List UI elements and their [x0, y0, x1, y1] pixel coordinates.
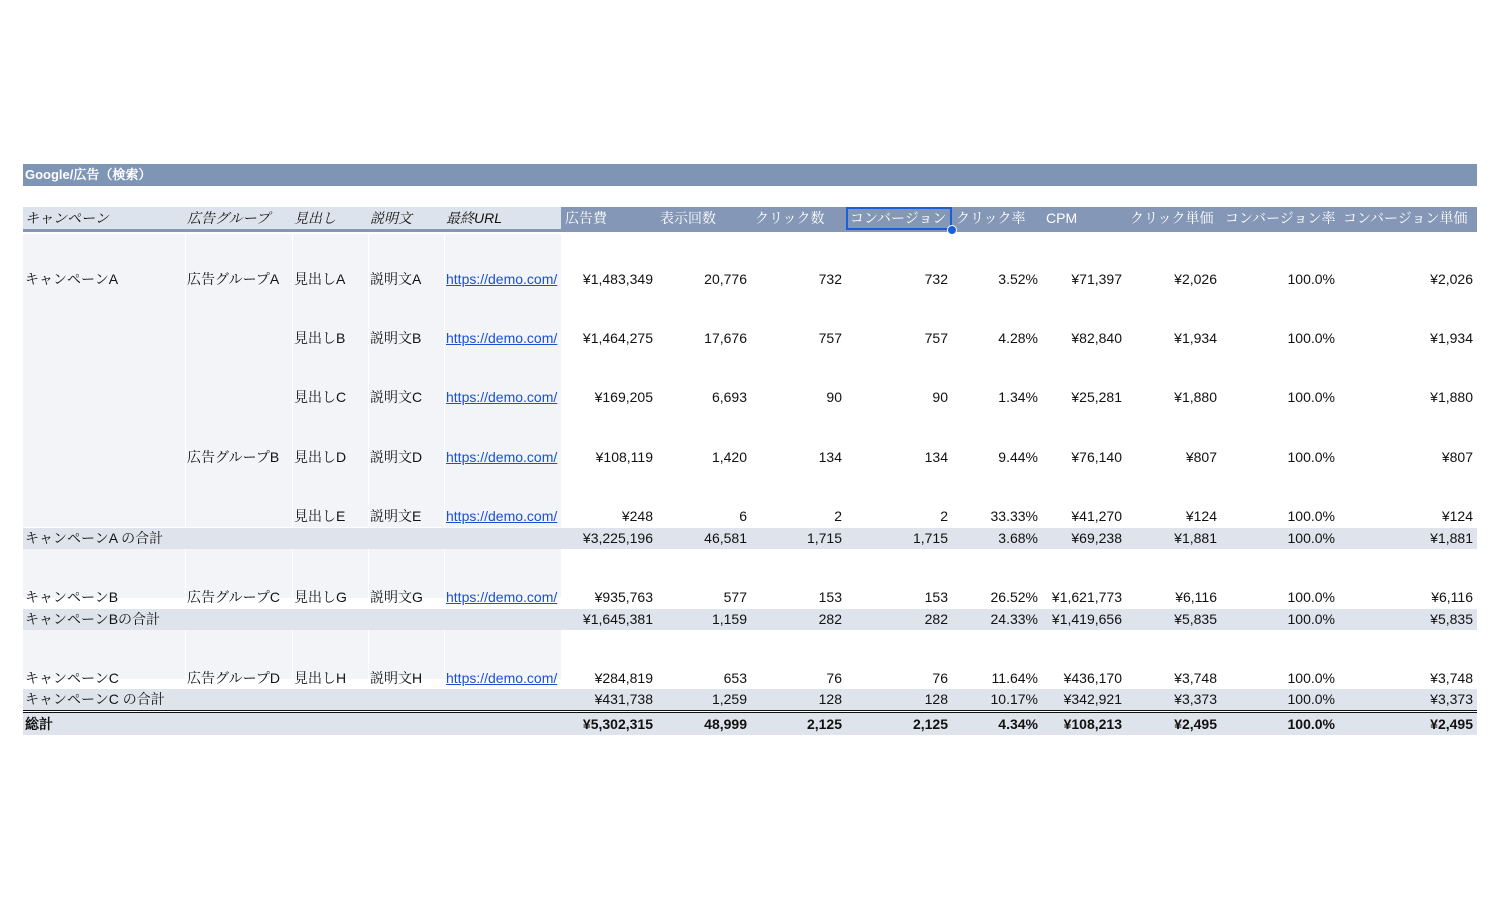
grand-total-cost[interactable]: ¥5,302,315	[582, 716, 653, 732]
cell-cpm[interactable]: ¥82,840	[1071, 330, 1122, 346]
cell-campaign[interactable]: キャンペーンBの合計	[25, 611, 161, 627]
cell-cpa[interactable]: ¥6,116	[1431, 589, 1473, 605]
grand-total-cpm[interactable]: ¥108,213	[1063, 716, 1122, 732]
cell-cvr[interactable]: 100.0%	[1287, 589, 1335, 605]
cell-impressions[interactable]: 1,420	[711, 449, 747, 465]
subtotal-row	[23, 689, 1477, 709]
cell-cost[interactable]: ¥1,464,275	[582, 330, 653, 346]
cell-cpm[interactable]: ¥41,270	[1071, 508, 1122, 524]
grand-total-ctr[interactable]: 4.34%	[998, 716, 1038, 732]
table-row	[23, 587, 1477, 607]
cell-headline[interactable]: 見出しA	[294, 271, 346, 287]
cell-cost[interactable]: ¥1,483,349	[582, 271, 653, 287]
cell-ctr[interactable]: 4.28%	[998, 330, 1038, 346]
cell-cpm[interactable]: ¥71,397	[1071, 271, 1122, 287]
cell-cvr[interactable]: 100.0%	[1287, 449, 1335, 465]
cell-ad-group[interactable]: 広告グループB	[187, 449, 280, 465]
table-row	[23, 387, 1477, 407]
header-conversions[interactable]: コンバージョン	[850, 210, 947, 226]
cell-campaign[interactable]: キャンペーンA	[25, 271, 119, 287]
cell-headline[interactable]: 見出しB	[294, 330, 346, 346]
cell-cpm[interactable]: ¥76,140	[1071, 449, 1122, 465]
header-ad-group[interactable]: 広告グループ	[187, 210, 270, 226]
cell-cpm[interactable]: ¥436,170	[1063, 670, 1122, 686]
cell-impressions[interactable]: 653	[723, 670, 747, 686]
cell-headline[interactable]: 見出しD	[294, 449, 347, 465]
cell-cpc[interactable]: ¥3,748	[1174, 670, 1217, 686]
cell-ad-group[interactable]: 広告グループC	[187, 589, 280, 605]
cell-cpc[interactable]: ¥5,835	[1174, 611, 1217, 627]
cell-clicks[interactable]: 134	[818, 449, 842, 465]
cell-cpc[interactable]: ¥2,026	[1174, 271, 1217, 287]
cell-ctr[interactable]: 11.64%	[991, 670, 1038, 686]
cell-url[interactable]: https://demo.com/	[446, 589, 558, 605]
header-cpm[interactable]: CPM	[1046, 210, 1078, 226]
cell-clicks[interactable]: 76	[826, 670, 842, 686]
header-row	[23, 207, 1477, 231]
cell-clicks[interactable]: 128	[818, 691, 842, 707]
grand-total-campaign[interactable]: 総計	[25, 716, 53, 732]
cell-description[interactable]: 説明文B	[370, 330, 422, 346]
cell-cpa[interactable]: ¥124	[1441, 508, 1473, 524]
cell-url[interactable]: https://demo.com/	[446, 449, 558, 465]
table-title: Google/広告（検索）	[23, 164, 1477, 186]
cell-cpm[interactable]: ¥69,238	[1071, 530, 1122, 546]
cell-cvr[interactable]: 100.0%	[1287, 508, 1335, 524]
cell-campaign[interactable]: キャンペーンC の合計	[25, 691, 165, 707]
cell-cvr[interactable]: 100.0%	[1287, 691, 1335, 707]
cell-ctr[interactable]: 24.33%	[990, 611, 1038, 627]
cell-headline[interactable]: 見出しE	[294, 508, 346, 524]
cell-cost[interactable]: ¥108,119	[595, 449, 653, 465]
cell-cost[interactable]: ¥248	[621, 508, 653, 524]
cell-conversions[interactable]: 76	[932, 670, 948, 686]
cell-cvr[interactable]: 100.0%	[1287, 611, 1335, 627]
header-cvr[interactable]: コンバージョン率	[1225, 210, 1336, 226]
subtotal-row	[23, 528, 1477, 548]
cell-cvr[interactable]: 100.0%	[1287, 670, 1335, 686]
cell-impressions[interactable]: 46,581	[704, 530, 747, 546]
cell-cpa[interactable]: ¥3,373	[1430, 691, 1473, 707]
cell-cpc[interactable]: ¥3,373	[1174, 691, 1217, 707]
cell-conversions[interactable]: 128	[924, 691, 948, 707]
cell-ad-group[interactable]: 広告グループA	[187, 271, 280, 287]
cell-conversions[interactable]: 757	[924, 330, 948, 346]
cell-impressions[interactable]: 20,776	[704, 271, 747, 287]
cell-impressions[interactable]: 17,676	[704, 330, 747, 346]
cell-impressions[interactable]: 6,693	[711, 389, 747, 405]
cell-cpa[interactable]: ¥1,881	[1430, 530, 1473, 546]
table-row	[23, 668, 1477, 688]
cell-cvr[interactable]: 100.0%	[1287, 271, 1335, 287]
cell-cost[interactable]: ¥169,205	[594, 389, 653, 405]
cell-description[interactable]: 説明文E	[370, 508, 422, 524]
grand-total-row	[23, 714, 1477, 734]
header-underline	[23, 229, 1477, 232]
cell-cpa[interactable]: ¥1,934	[1430, 330, 1473, 346]
table-row	[23, 269, 1477, 289]
header-ctr[interactable]: クリック率	[956, 210, 1026, 226]
cell-description[interactable]: 説明文H	[370, 670, 423, 686]
cell-cpm[interactable]: ¥1,621,773	[1051, 589, 1122, 605]
table-row	[23, 447, 1477, 467]
cell-clicks[interactable]: 757	[818, 330, 842, 346]
grand-total-cpc[interactable]: ¥2,495	[1174, 716, 1217, 732]
cell-cpa[interactable]: ¥807	[1441, 449, 1473, 465]
cell-ctr[interactable]: 3.52%	[998, 271, 1038, 287]
subtotal-row	[23, 609, 1477, 629]
cell-headline[interactable]: 見出しC	[294, 389, 347, 405]
cell-ctr[interactable]: 1.34%	[998, 389, 1038, 405]
header-cost[interactable]: 広告費	[565, 210, 607, 226]
cell-impressions[interactable]: 1,259	[711, 691, 747, 707]
cell-headline[interactable]: 見出しG	[294, 589, 347, 605]
cell-cpc[interactable]: ¥1,881	[1174, 530, 1217, 546]
cell-conversions[interactable]: 282	[924, 611, 948, 627]
cell-cpa[interactable]: ¥5,835	[1430, 611, 1473, 627]
header-description[interactable]: 説明文	[370, 210, 412, 226]
cell-cost[interactable]: ¥1,645,381	[582, 611, 653, 627]
cell-cost[interactable]: ¥284,819	[594, 670, 653, 686]
cell-clicks[interactable]: 1,715	[806, 530, 842, 546]
cell-description[interactable]: 説明文C	[370, 389, 423, 405]
cell-url[interactable]: https://demo.com/	[446, 389, 558, 405]
cell-cost[interactable]: ¥935,763	[594, 589, 653, 605]
cell-description[interactable]: 説明文A	[370, 271, 422, 287]
cell-ad-group[interactable]: 広告グループD	[187, 670, 280, 686]
cell-cpc[interactable]: ¥1,934	[1174, 330, 1217, 346]
cell-conversions[interactable]: 90	[932, 389, 948, 405]
cell-conversions[interactable]: 153	[924, 589, 948, 605]
cell-ctr[interactable]: 26.52%	[990, 589, 1038, 605]
cell-cpa[interactable]: ¥3,748	[1430, 670, 1473, 686]
cell-ctr[interactable]: 3.68%	[998, 530, 1038, 546]
cell-impressions[interactable]: 6	[739, 508, 747, 524]
cell-clicks[interactable]: 153	[818, 589, 842, 605]
cell-cvr[interactable]: 100.0%	[1287, 330, 1335, 346]
cell-url[interactable]: https://demo.com/	[446, 330, 558, 346]
cell-conversions[interactable]: 134	[924, 449, 948, 465]
grand-total-cpa[interactable]: ¥2,495	[1430, 716, 1473, 732]
grand-total-cvr[interactable]: 100.0%	[1287, 716, 1335, 732]
cell-cost[interactable]: ¥431,738	[594, 691, 653, 707]
table-row	[23, 506, 1477, 526]
fill-handle[interactable]	[947, 225, 957, 235]
cell-cvr[interactable]: 100.0%	[1287, 389, 1335, 405]
cell-cost[interactable]: ¥3,225,196	[582, 530, 653, 546]
cell-cpc[interactable]: ¥1,880	[1174, 389, 1217, 405]
cell-url[interactable]: https://demo.com/	[446, 508, 558, 524]
cell-ctr[interactable]: 10.17%	[990, 691, 1038, 707]
cell-cpc[interactable]: ¥6,116	[1175, 589, 1217, 605]
cell-description[interactable]: 説明文G	[370, 589, 423, 605]
cell-conversions[interactable]: 732	[924, 271, 948, 287]
header-campaign[interactable]: キャンペーン	[25, 210, 109, 226]
header-cpc[interactable]: クリック単価	[1130, 210, 1214, 226]
selected-cell-outline[interactable]	[846, 207, 952, 230]
cell-clicks[interactable]: 90	[826, 389, 842, 405]
cell-cpm[interactable]: ¥25,281	[1071, 389, 1122, 405]
cell-description[interactable]: 説明文D	[370, 449, 423, 465]
cell-ctr[interactable]: 9.44%	[998, 449, 1038, 465]
cell-cpa[interactable]: ¥2,026	[1430, 271, 1473, 287]
cell-campaign[interactable]: キャンペーンA の合計	[25, 530, 164, 546]
cell-cpc[interactable]: ¥807	[1185, 449, 1217, 465]
cell-campaign[interactable]: キャンペーンB	[25, 589, 119, 605]
cell-clicks[interactable]: 2	[834, 508, 842, 524]
cell-cpc[interactable]: ¥124	[1185, 508, 1217, 524]
header-cpa[interactable]: コンバージョン単価	[1343, 210, 1468, 226]
cell-cvr[interactable]: 100.0%	[1287, 530, 1335, 546]
cell-cpm[interactable]: ¥342,921	[1063, 691, 1122, 707]
grand-total-conversions[interactable]: 2,125	[912, 716, 948, 732]
cell-cpm[interactable]: ¥1,419,656	[1051, 611, 1122, 627]
grand-total-impressions[interactable]: 48,999	[704, 716, 747, 732]
cell-impressions[interactable]: 577	[723, 589, 747, 605]
cell-clicks[interactable]: 282	[818, 611, 842, 627]
cell-conversions[interactable]: 2	[940, 508, 948, 524]
grand-total-clicks[interactable]: 2,125	[806, 716, 842, 732]
cell-impressions[interactable]: 1,159	[711, 611, 747, 627]
cell-headline[interactable]: 見出しH	[294, 670, 347, 686]
cell-cpa[interactable]: ¥1,880	[1430, 389, 1473, 405]
cell-campaign[interactable]: キャンペーンC	[25, 670, 119, 686]
header-final-url[interactable]: 最終URL	[446, 210, 503, 226]
cell-url[interactable]: https://demo.com/	[446, 271, 558, 287]
header-headline[interactable]: 見出し	[294, 210, 336, 226]
cell-clicks[interactable]: 732	[818, 271, 842, 287]
table-row	[23, 328, 1477, 348]
grand-total-border-top	[23, 710, 1477, 711]
cell-ctr[interactable]: 33.33%	[990, 508, 1038, 524]
cell-conversions[interactable]: 1,715	[912, 530, 948, 546]
cell-url[interactable]: https://demo.com/	[446, 670, 558, 686]
header-clicks[interactable]: クリック数	[755, 210, 825, 226]
header-impressions[interactable]: 表示回数	[660, 210, 716, 226]
